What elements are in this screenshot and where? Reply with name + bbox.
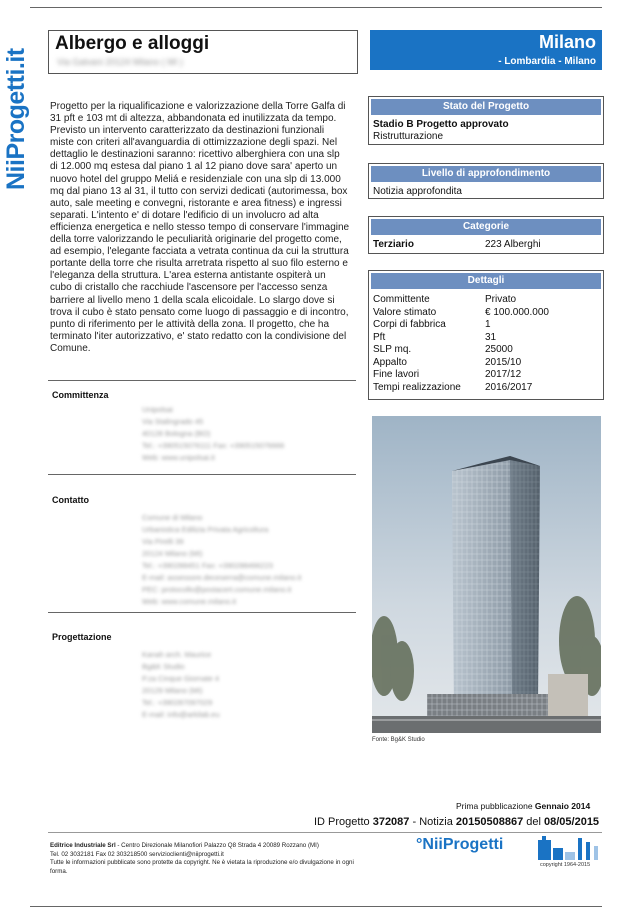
location-header: [370, 30, 602, 70]
publisher-contacts: Tel. 02 3032181 Fax 02 303218500 servizioclienti@niiprogetti.it: [50, 850, 224, 858]
categorie-value: 223 Alberghi: [485, 239, 541, 250]
contatto-line: Urbanistica Edilizia Privata Agricoltura: [142, 525, 269, 534]
livello-value: Notizia approfondita: [373, 186, 462, 197]
progettazione-line: Bg&K Studio: [142, 662, 185, 671]
first-pub-value: Gennaio 2014: [534, 801, 591, 811]
committenza-line: Unipolsai: [142, 405, 173, 414]
notizia-label: - Notizia: [409, 816, 453, 828]
niiprogetti-logo[interactable]: [416, 834, 601, 860]
categorie-panel: [368, 216, 604, 254]
project-rendering-image: [372, 416, 601, 733]
livello-panel: [368, 163, 604, 199]
stato-heading: Stato del Progetto: [371, 99, 601, 115]
stato-panel: [368, 96, 604, 145]
divider: [48, 612, 356, 613]
progettazione-line: Kanah arch. Maurice: [142, 650, 212, 659]
footer-rule: [48, 832, 602, 833]
contatto-label: Contatto: [52, 495, 89, 505]
id-value: 372087: [372, 816, 410, 828]
progettazione-line: P.za Cinque Giornate 4: [142, 674, 219, 683]
del-label: del: [526, 816, 541, 828]
detail-key: SLP mq.: [373, 344, 412, 355]
id-label: ID Progetto: [314, 816, 370, 828]
detail-row: [373, 307, 599, 320]
brand-logo-text: NiiProgetti.it: [2, 48, 30, 190]
categorie-heading: Categorie: [371, 219, 601, 235]
progettazione-line: 20129 Milano (MI): [142, 686, 203, 695]
first-pub-label: Prima pubblicazione: [456, 801, 533, 811]
divider: [48, 474, 356, 475]
committenza-line: Web: www.unipolsai.it: [142, 453, 215, 462]
publisher-address: - Centro Direzionale Milanofiori Palazzo Q8 Strada 4 20089 Rozzano (MI): [115, 842, 319, 849]
dettagli-heading: Dettagli: [371, 273, 601, 289]
detail-value: Privato: [485, 294, 517, 305]
top-rule: [30, 7, 602, 8]
detail-row: [373, 357, 599, 370]
stato-sub: Ristrutturazione: [373, 131, 444, 142]
detail-row: [373, 332, 599, 345]
committenza-line: 40128 Bologna (BO): [142, 429, 211, 438]
region-name: - Lombardia - Milano: [498, 56, 596, 67]
footer-publisher-info: [50, 842, 370, 876]
detail-value: 31: [485, 331, 497, 343]
publisher-name: Editrice Industriale Srl: [50, 842, 116, 849]
bottom-rule: [30, 906, 602, 907]
first-publication: [456, 801, 590, 811]
contatto-line: Comune di Milano: [142, 513, 203, 522]
project-id-line: [314, 816, 599, 828]
categorie-key: Terziario: [373, 239, 414, 250]
title-box: [48, 30, 358, 74]
copyright-text: copyright 1964-2015: [540, 862, 591, 868]
notizia-value: 20150508867: [455, 816, 524, 828]
contatto-line: Tel.: +390288451 Fax: +390288466223: [142, 561, 273, 570]
detail-value: 2015/10: [485, 356, 522, 368]
detail-value: € 100.000.000: [485, 306, 549, 318]
page-title: Albergo e alloggi: [55, 33, 210, 54]
livello-heading: Livello di approfondimento: [371, 166, 601, 182]
city-name: Milano: [539, 32, 596, 52]
stato-phase: Stadio B Progetto approvato: [373, 119, 509, 130]
contatto-line: PEC: protocollo@postacert.comune.milano.it: [142, 585, 292, 594]
detail-row: [373, 294, 599, 307]
detail-row: [373, 369, 599, 382]
del-value: 08/05/2015: [544, 816, 600, 828]
copyright-notice: Tutte le informazioni pubblicate sono protette da copyright. Ne è vietata la riproduzione e/o divulgazione in ogni forma.: [50, 859, 354, 875]
contatto-line: Via Pirelli 39: [142, 537, 184, 546]
detail-value: 1: [485, 319, 491, 330]
dettagli-panel: [368, 270, 604, 400]
contatto-line: Web: www.comune.milano.it: [142, 597, 237, 606]
logo-graphic-icon: [538, 834, 601, 860]
committenza-line: Tel.: +390515076111 Fax: +390515076666: [142, 441, 285, 450]
photo-caption: Fonte: Bg&K Studio: [372, 737, 425, 743]
project-description: Progetto per la riqualificazione e valorizzazione della Torre Galfa di 31 pft e 103 mt di altezza, abbandonata ed inutilizzata da tempo. Previsto un intervento caratterizzato da destinazioni funzionali miste con criteri all'avanguardia di ottimizzazione degli spazi. Nel dettaglio le destinazioni saranno: ricettivo alberghiera con una slp di 12.000 mq estesa dal piano 1 al 12 piano dove sara' aperto un nuovo hotel del gruppo Meliá e residenziale con una slp di 13.000 mq dal piano 13 al 31, il tutto con servizi dedicati (autorimessa, box auto, sale meeting e convegni, ristorante e area fitness) e ingressi separati. L'intento e' di dotare l'edificio di un involucro ad alta efficienza energetica e nello stesso tempo di conservare l'immagine della torre valorizzando le peculiarità originarie del progetto come, ad esempio, l'elegante facciata a vetrata continua da cui la struttura portante della torre che risulta arretrata rispetto al suo filo esterno e l'eleganza della struttura. L'area esterna antistante ospiterà un cubo di cristallo che racchiude l'ascensore per l'accesso senza barriere al livello meno 1 della scala elicoidale. Lo slargo dove si trova il cubo è stato pensato come luogo di passaggio e di incontro, punto di riferimento per le attività della zona. Il progetto, che ha terminato l'iter autorizzativo, e' stato redatto con la condivisione del Comune.: [50, 101, 350, 354]
committenza-line: Via Stalingrado 45: [142, 417, 204, 426]
brand-logo-vertical[interactable]: [2, 30, 30, 190]
detail-row: [373, 382, 599, 395]
progettazione-line: Tel.: +390287097029: [142, 698, 213, 707]
detail-row: [373, 344, 599, 357]
committenza-label: Committenza: [52, 390, 109, 400]
divider: [48, 380, 356, 381]
detail-key: Tempi realizzazione: [373, 381, 461, 393]
contatto-line: 20124 Milano (MI): [142, 549, 203, 558]
detail-key: Pft: [373, 331, 386, 343]
detail-key: Fine lavori: [373, 369, 420, 380]
logo-text: °NiiProgetti: [416, 836, 504, 853]
detail-value: 2017/12: [485, 369, 522, 380]
contatto-line: E-mail: assessore.deceserra@comune.milano.it: [142, 573, 302, 582]
detail-row: [373, 319, 599, 332]
detail-value: 25000: [485, 344, 513, 355]
detail-key: Valore stimato: [373, 306, 437, 318]
progettazione-label: Progettazione: [52, 632, 112, 642]
progettazione-line: E-mail: info@arkilab.eu: [142, 710, 220, 719]
detail-key: Committente: [373, 294, 430, 305]
detail-key: Appalto: [373, 356, 407, 368]
address-line: Via Galvani 20124 Milano ( MI ): [57, 57, 183, 67]
detail-key: Corpi di fabbrica: [373, 319, 446, 330]
detail-value: 2016/2017: [485, 381, 533, 393]
